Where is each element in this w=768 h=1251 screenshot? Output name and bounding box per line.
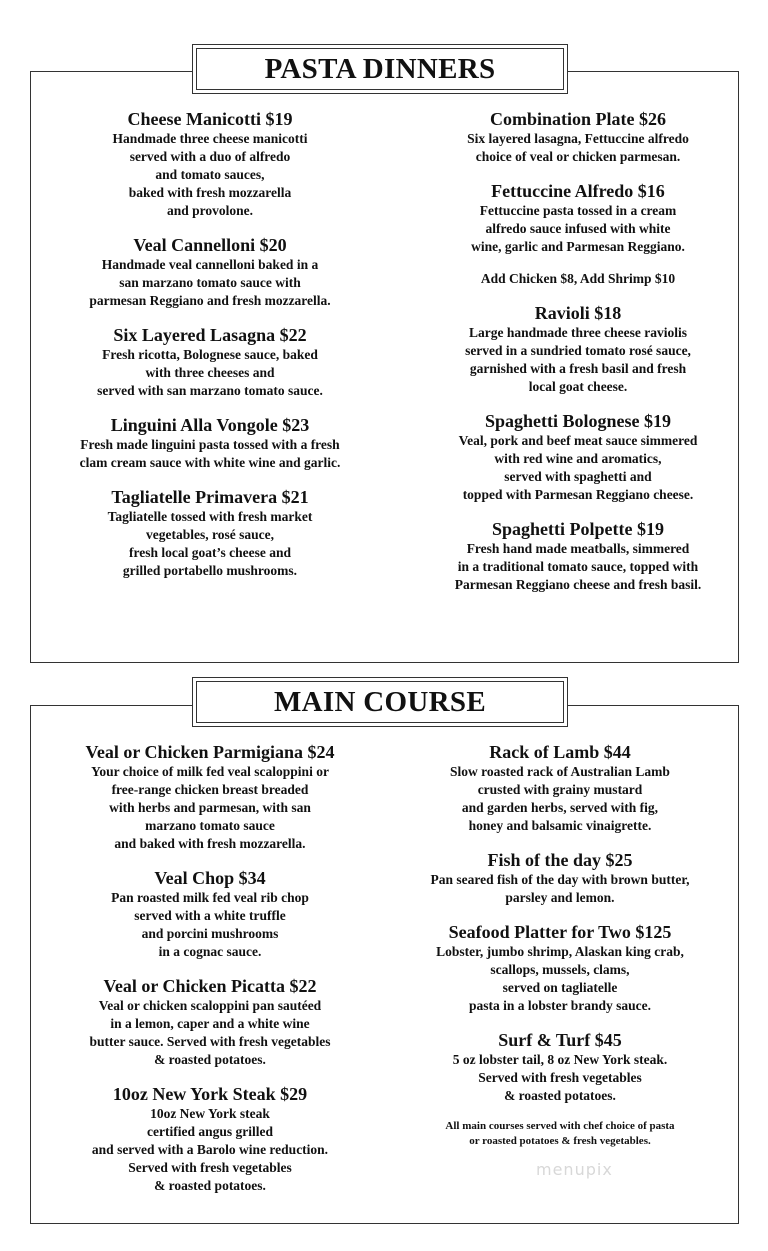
menu-item-name: Seafood Platter for Two $125	[448, 922, 672, 942]
menu-item	[40, 324, 380, 400]
pasta-left-column	[40, 108, 380, 594]
menu-item-name: Veal or Chicken Picatta $22	[103, 976, 317, 996]
main-course-section-title: MAIN COURSE	[196, 681, 564, 723]
menu-item-description: Lobster, jumbo shrimp, Alaskan king crab, scallops, mussels, clams, served on tagliatelle pasta in a lobster brandy sauce.	[436, 944, 684, 1013]
menu-item-name: Linguini Alla Vongole $23	[110, 415, 310, 435]
menu-item-name: Surf & Turf $45	[498, 1030, 622, 1050]
pasta-title-box	[192, 44, 568, 94]
menu-item-description: Fettuccine pasta tossed in a cream alfredo sauce infused with white wine, garlic and Parmesan Reggiano.	[471, 203, 685, 254]
menu-item-description: Large handmade three cheese raviolis served in a sundried tomato rosé sauce, garnished with a fresh basil and fresh local goat cheese.	[465, 325, 691, 394]
menu-item	[40, 867, 380, 961]
menu-item	[408, 518, 748, 594]
menu-item	[40, 1083, 380, 1195]
menu-item-name: Veal or Chicken Parmigiana $24	[85, 742, 335, 762]
menu-item-name: Ravioli $18	[534, 303, 622, 323]
menu-item-name: Spaghetti Bolognese $19	[484, 411, 671, 431]
menu-item-name: Combination Plate $26	[489, 109, 666, 129]
menu-item-description: Handmade three cheese manicotti served with a duo of alfredo and tomato sauces, baked with fresh mozzarella and provolone.	[112, 131, 308, 218]
menu-item	[392, 1029, 728, 1105]
menu-item-name: Veal Cannelloni $20	[133, 235, 287, 255]
menu-item	[392, 921, 728, 1015]
menu-item	[40, 975, 380, 1069]
menu-item-description: Veal or chicken scaloppini pan sautéed in a lemon, caper and a white wine butter sauce. Served with fresh vegetables & roasted potatoes.	[89, 998, 331, 1067]
menu-item	[40, 108, 380, 220]
menu-item	[408, 410, 748, 504]
menu-item-description: 10oz New York steak certified angus grilled and served with a Barolo wine reduction. Served with fresh vegetables & roasted potatoes.	[91, 1106, 329, 1193]
main-course-title-box	[192, 677, 568, 727]
main-course-left-column	[40, 741, 380, 1209]
pasta-section-title: PASTA DINNERS	[196, 48, 564, 90]
main-course-right-column	[392, 741, 728, 1149]
addon-note: Add Chicken $8, Add Shrimp $10	[480, 271, 676, 286]
menu-item-name: Tagliatelle Primavera $21	[111, 487, 309, 507]
menu-item-description: Fresh made linguini pasta tossed with a fresh clam cream sauce with white wine and garlic.	[79, 437, 341, 470]
menu-item-description: Six layered lasagna, Fettuccine alfredo choice of veal or chicken parmesan.	[467, 131, 689, 164]
menu-item-description: Your choice of milk fed veal scaloppini or free-range chicken breast breaded with herbs and parmesan, with san marzano tomato sauce and baked with fresh mozzarella.	[91, 764, 329, 851]
menu-item-name: Spaghetti Polpette $19	[492, 519, 664, 539]
menu-item-description: Slow roasted rack of Australian Lamb crusted with grainy mustard and garden herbs, served with fig, honey and balsamic vinaigrette.	[450, 764, 670, 833]
menu-item-name: Six Layered Lasagna $22	[113, 325, 307, 345]
menu-item	[408, 180, 748, 256]
menu-item	[408, 108, 748, 166]
main-course-footnote: All main courses served with chef choice of pasta or roasted potatoes & fresh vegetables.	[445, 1120, 675, 1147]
menu-item-description: Fresh ricotta, Bolognese sauce, baked with three cheeses and served with san marzano tomato sauce.	[97, 347, 323, 398]
menu-item	[40, 741, 380, 853]
menu-item-description: Pan roasted milk fed veal rib chop served with a white truffle and porcini mushrooms in a cognac sauce.	[111, 890, 309, 959]
menu-item-description: Veal, pork and beef meat sauce simmered with red wine and aromatics, served with spaghetti and topped with Parmesan Reggiano cheese.	[458, 433, 698, 502]
menu-item-name: Veal Chop $34	[154, 868, 266, 888]
menu-item-description: Fresh hand made meatballs, simmered in a traditional tomato sauce, topped with Parmesan Reggiano cheese and fresh basil.	[454, 541, 702, 592]
menu-item	[392, 849, 728, 907]
menu-item	[392, 741, 728, 835]
menu-item-name: Rack of Lamb $44	[489, 742, 631, 762]
menu-item-name: Fettuccine Alfredo $16	[491, 181, 665, 201]
menu-item-description: Tagliatelle tossed with fresh market vegetables, rosé sauce, fresh local goat’s cheese and grilled portabello mushrooms.	[107, 509, 313, 578]
watermark: menupix	[536, 1160, 613, 1179]
menu-item-description: 5 oz lobster tail, 8 oz New York steak. Served with fresh vegetables & roasted potatoes.	[452, 1052, 668, 1103]
pasta-right-column	[408, 108, 748, 608]
menu-item-name: 10oz New York Steak $29	[112, 1084, 308, 1104]
menu-item	[408, 302, 748, 396]
menu-item	[40, 486, 380, 580]
menu-item	[40, 234, 380, 310]
menu-item	[40, 414, 380, 472]
menu-item-description: Pan seared fish of the day with brown butter, parsley and lemon.	[430, 872, 690, 905]
menu-item-name: Cheese Manicotti $19	[127, 109, 293, 129]
menu-item-description: Handmade veal cannelloni baked in a san marzano tomato sauce with parmesan Reggiano and fresh mozzarella.	[89, 257, 331, 308]
menu-item-name: Fish of the day $25	[487, 850, 633, 870]
